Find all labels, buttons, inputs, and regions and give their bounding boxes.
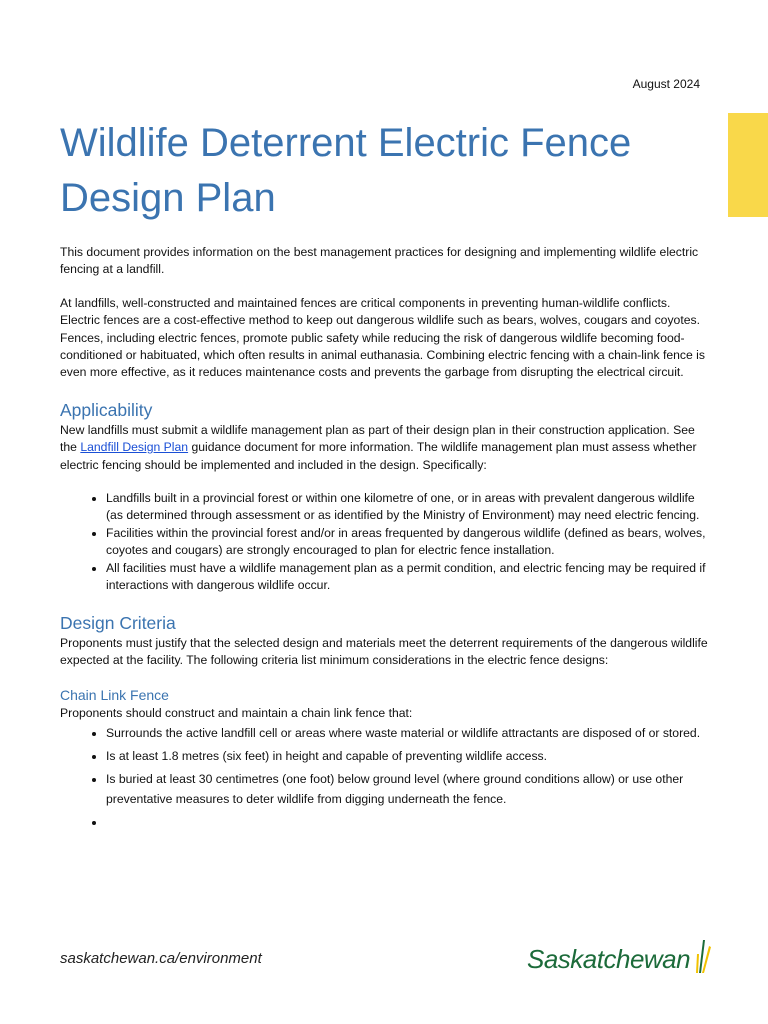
list-item: • All facilities must have a wildlife management plan as a permit condition, and electric fencing may be required if interactions with dangerous wildlife occur. xyxy=(106,560,710,595)
saskatchewan-logo xyxy=(527,936,713,976)
document-date: August 2024 xyxy=(632,77,700,91)
title-line-2: Design Plan xyxy=(60,176,276,220)
applicability-text-after: guidance document for more information. The wildlife management plan must assess whether electric fencing should be implemented and included in the design. Specifically: xyxy=(60,440,697,472)
wheat-icon xyxy=(691,936,713,974)
list-item: • Landfills built in a provincial forest or within one kilometre of one, or in areas with prevalent dangerous wildlife (as determined through assessment or as identified by the Ministry of Environment) may need electric fencing. xyxy=(106,490,710,525)
landfill-design-plan-link[interactable]: Landfill Design Plan xyxy=(80,440,189,455)
accent-tab xyxy=(728,113,768,217)
logo-wordmark: Saskatchewan xyxy=(527,944,691,974)
chain-link-intro: Proponents should construct and maintain a chain link fence that: xyxy=(60,706,413,721)
list-item xyxy=(106,812,710,832)
context-paragraph: At landfills, well-constructed and maintained fences are critical components in preventing human-wildlife conflicts. Electric fences are a cost-effective method to keep out dangerous wildlife such as bears, wolves, cougars and coyotes. Fences, including electric fences, promote public safety while reducing the risk of dangerous wildlife becoming food-conditioned or habituated, which often results in animal euthanasia. Combining electric fencing with a chain-link fence is even more effective, as it reduces maintenance costs and prevents the garbage from disrupting the electrical circuit. xyxy=(60,295,705,380)
applicability-list xyxy=(60,490,710,594)
list-item: • Facilities within the provincial forest and/or in areas frequented by dangerous wildlife (defined as bears, wolves, coyotes and cougars) are strongly encouraged to plan for electric fence installation. xyxy=(106,525,710,560)
page-title xyxy=(60,116,710,226)
list-item: • Is buried at least 30 centimetres (one foot) below ground level (where ground conditions allow) or use other preventative measures to deter wildlife from digging underneath the fence. xyxy=(106,769,710,809)
title-line-1: Wildlife Deterrent Electric Fence xyxy=(60,121,632,165)
design-criteria-paragraph: Proponents must justify that the selected design and materials meet the deterrent requirements of the dangerous wildlife expected at the facility. The following criteria list minimum considerations in the electric fence designs: xyxy=(60,635,708,667)
list-item: • Is at least 1.8 metres (six feet) in height and capable of preventing wildlife access. xyxy=(106,746,710,766)
chain-link-list xyxy=(60,723,710,832)
applicability-paragraph xyxy=(60,422,710,474)
document-body xyxy=(60,116,710,848)
applicability-heading: Applicability xyxy=(60,399,153,420)
chain-link-heading: Chain Link Fence xyxy=(60,687,169,704)
list-item: • Surrounds the active landfill cell or areas where waste material or wildlife attractants are disposed of or stored. xyxy=(106,723,710,743)
applicability-text-before: New landfills must submit a wildlife management plan as part of their design plan in their construction application. See the xyxy=(60,422,695,455)
footer-url[interactable]: saskatchewan.ca/environment xyxy=(60,950,262,967)
design-criteria-heading: Design Criteria xyxy=(60,612,176,633)
intro-paragraph: This document provides information on the best management practices for designing and implementing wildlife electric fencing at a landfill. xyxy=(60,245,699,277)
